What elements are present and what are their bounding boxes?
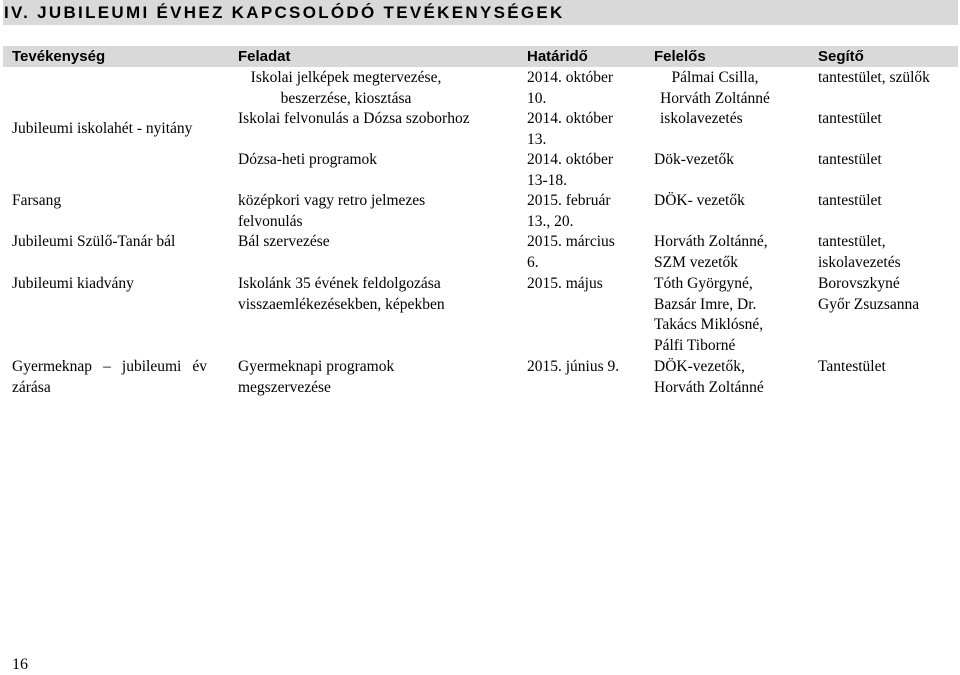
responsible-cell: Horváth Zoltánné, SZM vezetők xyxy=(654,233,768,271)
activity-cell: Jubileumi iskolahét - nyitány xyxy=(12,120,193,137)
responsible-cell: Tóth Györgyné, Bazsár Imre, Dr. Takács Miklósné, Pálfi Tiborné xyxy=(654,275,764,354)
deadline-cell: 2014. október 13. xyxy=(527,110,614,148)
deadline-cell: 2014. október 13-18. xyxy=(527,151,614,189)
task-cell: Iskolánk 35 évének feldolgozása visszaemlékezésekben, képekben xyxy=(238,275,445,313)
responsible-cell: DÖK-vezetők, Horváth Zoltánné xyxy=(654,358,764,396)
deadline-cell: 2015. február 13., 20. xyxy=(527,192,611,230)
header-task: Feladat xyxy=(238,48,291,65)
page-number: 16 xyxy=(12,656,28,673)
deadline-cell: 2015. március 6. xyxy=(527,233,615,271)
task-cell: Bál szervezése xyxy=(238,233,330,250)
responsible-cell: DÖK- vezetők xyxy=(654,192,745,209)
activity-cell: Jubileumi Szülő-Tanár bál xyxy=(12,233,176,250)
helper-cell: tantestület xyxy=(818,192,882,209)
task-cell: Gyermeknapi programok megszervezése xyxy=(238,358,395,396)
helper-cell: Borovszkyné Győr Zsuzsanna xyxy=(818,275,920,313)
helper-cell: tantestület xyxy=(818,110,882,127)
header-activity: Tevékenység xyxy=(12,48,106,65)
helper-cell: tantestület, szülők xyxy=(818,69,930,86)
table-header-row xyxy=(3,46,958,67)
helper-cell: tantestület, iskolavezetés xyxy=(818,233,901,271)
helper-cell: Tantestület xyxy=(818,358,886,375)
task-cell: Dózsa-heti programok xyxy=(238,151,378,168)
activity-cell: Jubileumi kiadvány xyxy=(12,275,134,292)
task-cell: Iskolai felvonulás a Dózsa szoborhoz xyxy=(238,110,470,127)
deadline-cell: 2015. május xyxy=(527,275,603,292)
header-deadline: Határidő xyxy=(527,48,588,65)
helper-cell: tantestület xyxy=(818,151,882,168)
activity-cell: Farsang xyxy=(12,192,62,209)
task-cell: Iskolai jelképek megtervezése, beszerzése, kiosztása xyxy=(250,69,442,107)
activity-cell: Gyermeknap – jubileumi év zárása xyxy=(12,358,207,396)
header-responsible: Felelős xyxy=(654,48,706,65)
section-title: IV. JUBILEUMI ÉVHEZ KAPCSOLÓDÓ TEVÉKENYSÉGEK xyxy=(3,0,958,25)
responsible-cell: Dök-vezetők xyxy=(654,151,735,168)
responsible-cell: Pálmai Csilla, Horváth Zoltánné xyxy=(660,69,770,107)
deadline-cell: 2015. június 9. xyxy=(527,358,620,375)
responsible-cell: iskolavezetés xyxy=(660,110,743,127)
header-helper: Segítő xyxy=(818,48,864,65)
task-cell: középkori vagy retro jelmezes felvonulás xyxy=(238,192,426,230)
deadline-cell: 2014. október 10. xyxy=(527,69,614,107)
